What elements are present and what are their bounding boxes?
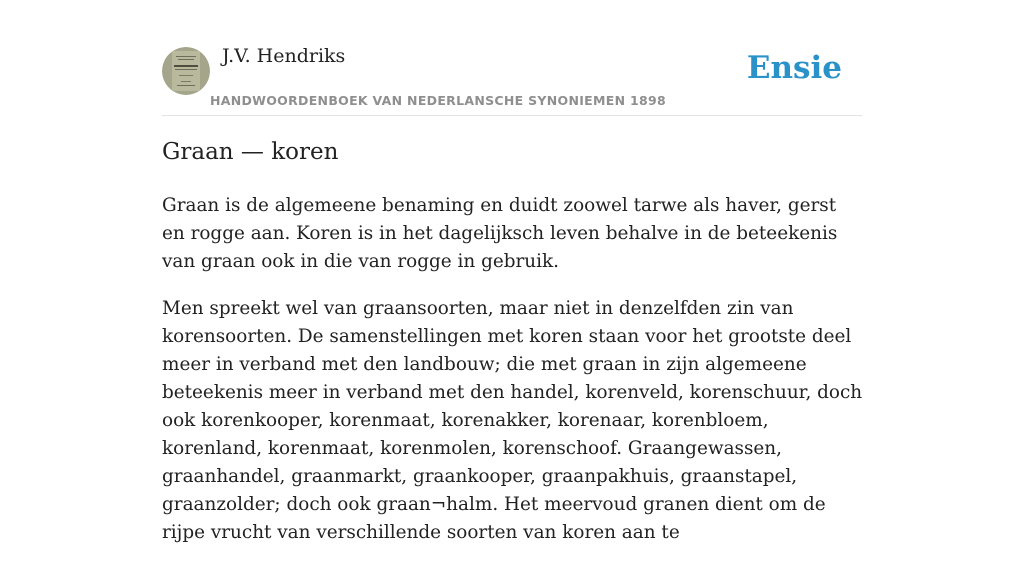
paragraph: Graan is de algemeene benaming en duidt zoowel tarwe als haver, gerst en rogge aan. Koren is in het dagelijksch leven behalve in de beteekenis van graan ook in die van rogge in gebruik.	[162, 195, 838, 272]
page	[162, 0, 863, 543]
page-title: Graan — koren	[162, 139, 339, 165]
author-name[interactable]: J.V. Hendriks	[222, 45, 346, 67]
header	[162, 0, 862, 116]
book-cover-image	[162, 47, 210, 95]
ensie-logo[interactable]: Ensie	[746, 50, 842, 86]
article-body	[162, 192, 864, 566]
paragraph: Men spreekt wel van graansoorten, maar niet in denzelfden zin van korensoorten. De samenstellingen met koren staan voor het grootste deel meer in verband met den landbouw; die met graan in zijn algemeene beteekenis meer in verband met den handel, korenveld, korenschuur, doch ook korenkooper, korenmaat, korenakker, korenaar, korenbloem, korenland, korenmaat, korenmolen, korenschoof. Graangewassen, graanhandel, graanmarkt, graankooper, graanpakhuis, graanstapel, graanzolder; doch ook graan¬halm. Het meervoud granen dient om de rijpe vrucht van verschillende soorten van koren aan te	[162, 298, 863, 543]
book-cover-icon[interactable]	[162, 47, 210, 95]
source-title[interactable]: HANDWOORDENBOEK VAN NEDERLANSCHE SYNONIEMEN 1898	[210, 93, 667, 108]
